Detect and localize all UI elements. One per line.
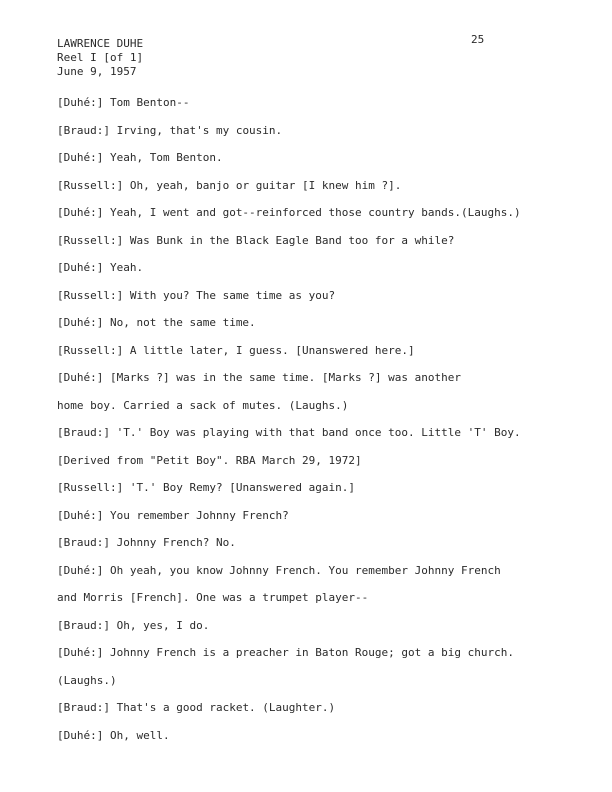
speaker-label: [Russell:] [57,289,124,302]
speaker-label: [Duhé:] [57,206,104,219]
transcript-line [57,124,282,138]
utterance-text: home boy. Carried a sack of mutes. (Laughs.) [57,399,349,412]
transcript-line [57,261,143,275]
transcript-line [57,179,401,193]
utterance-text: and Morris [French]. One was a trumpet player-- [57,591,369,604]
speaker-label: [Duhé:] [57,96,104,109]
speaker-label: [Duhé:] [57,371,104,384]
utterance-text: Oh, yes, I do. [116,619,210,632]
speaker-label: [Braud:] [57,701,110,714]
transcript-line [57,426,521,440]
transcript-line [57,289,335,303]
transcript-line [57,701,335,715]
speaker-label: [Duhé:] [57,509,104,522]
utterance-text: 'T.' Boy was playing with that band once too. Little 'T' Boy. [116,426,521,439]
transcript-line [57,96,189,110]
transcript-line [57,454,362,468]
transcript-line [57,371,461,385]
utterance-text: Tom Benton-- [109,96,190,109]
speaker-label: [Russell:] [57,481,124,494]
transcript-line [57,674,117,688]
speaker-label: [Russell:] [57,344,124,357]
speaker-label: [Duhé:] [57,151,104,164]
interviewee-name: LAWRENCE DUHE [57,37,144,50]
utterance-text: With you? The same time as you? [129,289,336,302]
transcript-line [57,151,223,165]
speaker-label: [Duhé:] [57,646,104,659]
speaker-label: [Duhé:] [57,316,104,329]
utterance-text: [Derived from "Petit Boy". RBA March 29, 1972] [57,454,362,467]
utterance-text: Johnny French is a preacher in Baton Rouge; got a big church. [109,646,514,659]
utterance-text: [Marks ?] was in the same time. [Marks ?] was another [109,371,461,384]
utterance-text: Oh, well. [109,729,170,742]
utterance-text: Was Bunk in the Black Eagle Band too for a while? [129,234,455,247]
utterance-text: Oh, yeah, banjo or guitar [I knew him ?]. [129,179,402,192]
transcript-line [57,729,170,743]
utterance-text: Oh yeah, you know Johnny French. You remember Johnny French [109,564,501,577]
speaker-label: [Braud:] [57,536,110,549]
transcript-line [57,591,368,605]
transcript-line [57,536,236,550]
transcript-line [57,619,209,633]
utterance-text: Yeah, I went and got--reinforced those country bands.(Laughs.) [109,206,521,219]
transcript-line [57,481,355,495]
transcript-line [57,344,415,358]
transcript-line [57,206,521,220]
utterance-text: Irving, that's my cousin. [116,124,283,137]
speaker-label: [Duhé:] [57,729,104,742]
utterance-text: Yeah. [109,261,144,274]
speaker-label: [Braud:] [57,426,110,439]
transcript-line [57,316,256,330]
transcript-line [57,399,348,413]
utterance-text: (Laughs.) [57,674,117,687]
utterance-text: Yeah, Tom Benton. [109,151,223,164]
transcript-line [57,646,514,660]
utterance-text: 'T.' Boy Remy? [Unanswered again.] [129,481,356,494]
speaker-label: [Braud:] [57,619,110,632]
transcript-line [57,564,501,578]
speaker-label: [Duhé:] [57,564,104,577]
document-header [57,37,143,79]
speaker-label: [Russell:] [57,234,124,247]
speaker-label: [Duhé:] [57,261,104,274]
speaker-label: [Russell:] [57,179,124,192]
speaker-label: [Braud:] [57,124,110,137]
utterance-text: A little later, I guess. [Unanswered here.] [129,344,415,357]
transcript-line [57,234,454,248]
page-number: 25 [471,33,485,46]
utterance-text: That's a good racket. (Laughter.) [116,701,336,714]
utterance-text: You remember Johnny French? [109,509,289,522]
reel-info: Reel I [of 1] [57,51,144,64]
utterance-text: Johnny French? No. [116,536,236,549]
utterance-text: No, not the same time. [109,316,256,329]
transcript-line [57,509,289,523]
interview-date: June 9, 1957 [57,65,137,78]
